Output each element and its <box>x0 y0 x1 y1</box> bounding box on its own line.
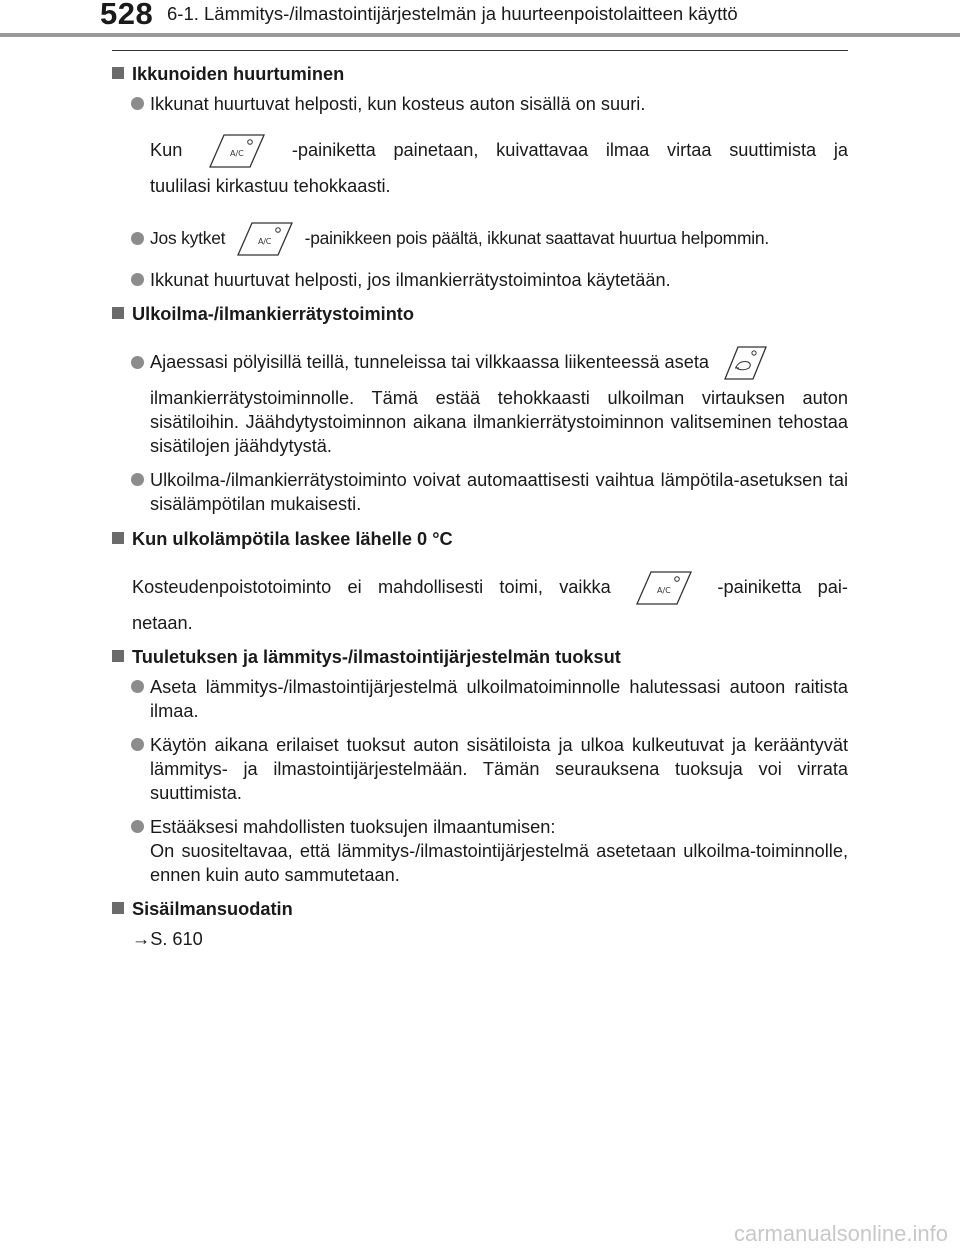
section-heading <box>112 897 848 921</box>
header-band <box>0 33 960 37</box>
section-heading <box>112 645 848 669</box>
square-bullet-icon <box>112 532 124 544</box>
square-bullet-icon <box>112 307 124 319</box>
page-reference-link[interactable]: →S. 610 <box>132 929 203 949</box>
paragraph <box>112 130 848 170</box>
bullet-text: On suositeltavaa, että lämmitys-/ilmastointijärjestelmä asetetaan ulkoilma-toiminnolle, ennen kuin auto sammutetaan. <box>150 841 848 885</box>
text-part: -painiketta painetaan, kuivattavaa ilmaa virtaa suuttimista ja <box>291 140 848 160</box>
bullet-item <box>112 733 848 805</box>
text-part: -painikkeen pois päältä, ikkunat saattavat huurtua helpommin. <box>304 228 770 248</box>
svg-text:A/C: A/C <box>230 149 244 159</box>
paragraph <box>112 567 848 607</box>
paragraph <box>112 611 848 635</box>
section-heading <box>112 62 848 86</box>
round-bullet-icon <box>131 232 144 245</box>
bullet-item <box>112 92 848 116</box>
square-bullet-icon <box>112 650 124 662</box>
section-heading <box>112 527 848 551</box>
page-content <box>112 62 848 951</box>
bullet-item <box>112 218 848 258</box>
svg-text:A/C: A/C <box>657 586 671 596</box>
chapter-title: 6-1. Lämmitys-/ilmastointijärjestelmän ja huurteenpoistolaitteen käyttö <box>167 3 738 24</box>
text-part: Jos kytket <box>150 228 226 248</box>
round-bullet-icon <box>131 820 144 833</box>
watermark: carmanualsonline.info <box>733 1221 948 1246</box>
svg-text:A/C: A/C <box>257 237 272 247</box>
round-bullet-icon <box>131 273 144 286</box>
page-header <box>0 0 960 34</box>
cross-reference[interactable] <box>112 927 848 951</box>
heading-text: Sisäilmansuodatin <box>132 899 293 919</box>
heading-text: Tuuletuksen ja lämmitys-/ilmastointijärjestelmän tuoksut <box>132 647 621 667</box>
bullet-item <box>112 342 848 382</box>
bullet-item <box>112 815 848 887</box>
ac-button-icon <box>234 221 296 257</box>
round-bullet-icon <box>131 97 144 110</box>
text-part: Ajaessasi pölyisillä teillä, tunneleissa tai vilkkaassa liikenteessä aseta <box>150 352 710 372</box>
round-bullet-icon <box>131 680 144 693</box>
heading-text: Kun ulkolämpötila laskee lähelle 0 °C <box>132 529 453 549</box>
bullet-item <box>112 268 848 292</box>
round-bullet-icon <box>131 473 144 486</box>
recirculation-button-icon <box>722 345 768 381</box>
text-part: Kosteudenpoistotoiminto ei mahdollisesti toimi, vaikka <box>132 577 611 597</box>
text-part: -painiketta pai- <box>717 577 848 597</box>
bullet-text: Ikkunat huurtuvat helposti, jos ilmankierrätystoimintoa käytetään. <box>150 270 671 290</box>
text-part: tuulilasi kirkastuu tehokkaasti. <box>150 176 391 196</box>
page-number: 528 <box>100 0 154 31</box>
round-bullet-icon <box>131 738 144 751</box>
bullet-item <box>112 468 848 516</box>
text-part: netaan. <box>132 613 193 633</box>
section-heading <box>112 302 848 326</box>
ac-button-icon <box>633 570 695 606</box>
text-part: ilmankierrätystoiminnolle. Tämä estää tehokkaasti ulkoilman virtauksen auton sisätiloihin. Jäähdytystoiminnon aikana ilmankierrätystoiminnon valitseminen tehostaa sisätilojen jäähdytystä. <box>150 388 848 456</box>
bullet-text: Ikkunat huurtuvat helposti, kun kosteus auton sisällä on suuri. <box>150 94 646 114</box>
ac-button-icon <box>206 133 268 169</box>
square-bullet-icon <box>112 67 124 79</box>
heading-text: Ikkunoiden huurtuminen <box>132 64 345 84</box>
header-rule <box>112 50 848 51</box>
bullet-text: Estääksesi mahdollisten tuoksujen ilmaantumisen: <box>150 817 556 837</box>
bullet-text: Aseta lämmitys-/ilmastointijärjestelmä ulkoilmatoiminnolle halutessasi autoon raitista ilmaa. <box>150 677 848 721</box>
heading-text: Ulkoilma-/ilmankierrätystoiminto <box>132 304 414 324</box>
bullet-item <box>112 675 848 723</box>
paragraph <box>112 386 848 458</box>
text-part: Kun <box>150 140 183 160</box>
round-bullet-icon <box>131 356 144 369</box>
paragraph <box>112 174 848 198</box>
square-bullet-icon <box>112 902 124 914</box>
bullet-text: Ulkoilma-/ilmankierrätystoiminto voivat automaattisesti vaihtua lämpötila-asetuksen tai sisälämpötilan mukaisesti. <box>150 470 848 514</box>
bullet-text: Käytön aikana erilaiset tuoksut auton sisätiloista ja ulkoa kulkeutuvat ja kerääntyvät lämmitys- ja ilmastointijärjestelmään. Tämän seurauksena tuoksuja voi virrata suuttimista. <box>150 735 848 803</box>
